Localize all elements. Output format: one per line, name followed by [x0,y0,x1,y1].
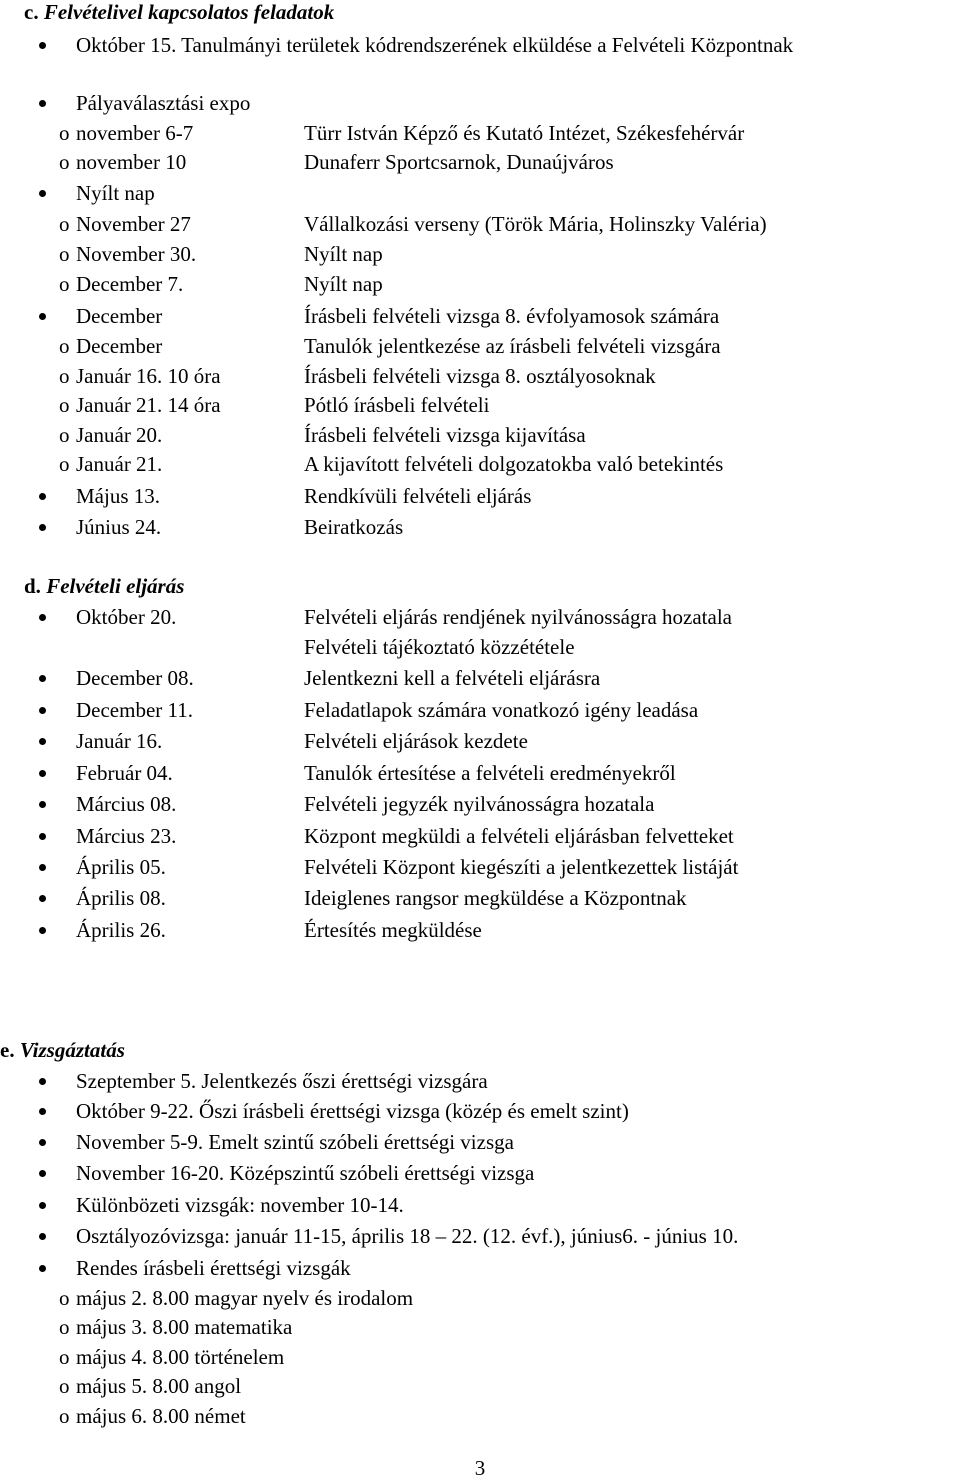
bullet-icon [39,1139,46,1146]
bullet-icon [39,614,46,621]
bullet-icon [39,738,46,745]
bullet-icon [39,190,46,197]
bullet-icon [39,100,46,107]
bullet-icon [39,864,46,871]
bullet-icon [39,927,46,934]
page-number: 3 [474,1456,486,1480]
section-d-heading: d. Felvételi eljárás [24,574,185,598]
bullet-icon [39,1265,46,1272]
bullet-icon [39,1233,46,1240]
bullet-icon [39,493,46,500]
section-c-heading: c. Felvételivel kapcsolatos feladatok [24,0,335,24]
bullet-icon [39,313,46,320]
bullet-icon [39,1202,46,1209]
bullet-icon [39,1170,46,1177]
bullet-icon [39,707,46,714]
bullet-icon [39,42,46,49]
bullet-icon [39,524,46,531]
bullet-icon [39,833,46,840]
bullet-icon [39,1108,46,1115]
bullet-icon [39,675,46,682]
section-e-heading: e. Vizsgáztatás [0,1038,125,1062]
bullet-icon [39,895,46,902]
bullet-icon [39,801,46,808]
bullet-icon [39,1078,46,1085]
bullet-icon [39,770,46,777]
